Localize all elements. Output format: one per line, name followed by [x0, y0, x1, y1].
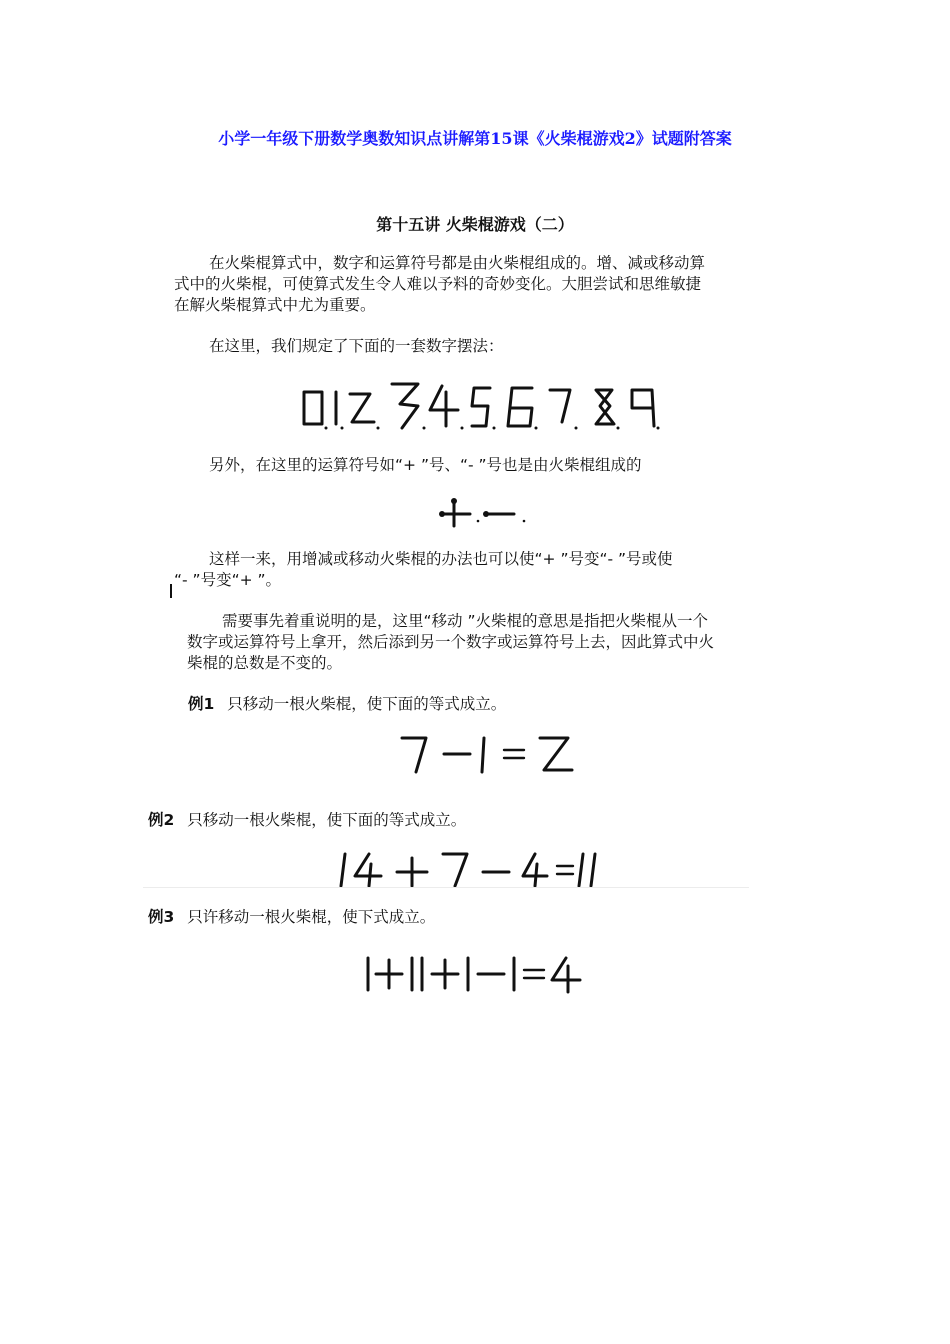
matchstick-operators-figure — [436, 494, 532, 528]
rule-intro: 在这里，我们规定了下面的一套数字摆法： — [209, 337, 504, 355]
intro-line-3: 在解火柴棍算式中尤为重要。 — [174, 296, 376, 314]
note-paragraph — [187, 611, 714, 674]
change-line-2: “- ”号变“+ ”。 — [174, 571, 282, 589]
example-2-prompt — [148, 808, 466, 830]
example-3-equation — [358, 950, 588, 998]
example-1-label: 例1 — [188, 695, 215, 713]
note-line-2: 数字或运算符号上拿开，然后添到另一个数字或运算符号上去，因此算式中火 — [187, 633, 715, 651]
note-line-3: 柴棍的总数是不变的。 — [187, 654, 343, 672]
comma-mark — [325, 427, 328, 430]
text-cursor — [170, 584, 172, 598]
comma-mark — [523, 520, 526, 523]
operators-intro: 另外，在这里的运算符号如“+ ”号、“- ”号也是由火柴棍组成的 — [209, 456, 642, 474]
digit-9 — [632, 390, 654, 426]
comma-mark — [657, 427, 660, 430]
lecture-title: 第十五讲 火柴棍游戏（二） — [376, 215, 574, 234]
example-3-label: 例3 — [148, 908, 175, 926]
digit-2 — [350, 394, 374, 422]
digit-3 — [392, 384, 418, 428]
minus-symbol — [483, 511, 514, 517]
intro-paragraph — [174, 253, 705, 316]
digit-0 — [304, 392, 322, 424]
digit-8 — [596, 390, 614, 424]
example-2-equation — [333, 846, 603, 892]
digit-4 — [430, 386, 458, 426]
example-3-text: 只许移动一根火柴棍，使下式成立。 — [187, 908, 436, 926]
digit-7 — [550, 390, 570, 422]
plus-symbol — [439, 498, 470, 526]
matchstick-digits-figure — [296, 378, 676, 438]
comma-mark — [341, 427, 344, 430]
example-2-text: 只移动一根火柴棍，使下面的等式成立。 — [187, 811, 467, 829]
digit-6 — [508, 388, 532, 426]
document-title: 小学一年级下册数学奥数知识点讲解第15课《火柴棍游戏2》试题附答案 — [218, 129, 732, 148]
comma-mark — [575, 427, 578, 430]
digit-5 — [472, 388, 490, 426]
intro-line-1: 在火柴棍算式中，数字和运算符号都是由火柴棍组成的。增、减或移动算 — [209, 254, 706, 272]
comma-mark — [423, 427, 426, 430]
intro-line-2: 式中的火柴棍，可使算式发生令人难以予料的奇妙变化。大胆尝试和思维敏捷 — [174, 275, 702, 293]
example-1-equation — [396, 730, 586, 780]
comma-mark — [477, 520, 480, 523]
example-1-prompt — [188, 692, 506, 714]
example-3-prompt — [148, 905, 435, 927]
example-1-text: 只移动一根火柴棍，使下面的等式成立。 — [227, 695, 507, 713]
comma-mark — [493, 427, 496, 430]
example-2-label: 例2 — [148, 811, 175, 829]
section-divider — [143, 887, 749, 888]
comma-mark — [535, 427, 538, 430]
change-paragraph — [174, 549, 673, 591]
comma-mark — [461, 427, 464, 430]
note-line-1: 需要事先着重说明的是，这里“移动 ”火柴棍的意思是指把火柴棍从一个 — [222, 612, 708, 630]
comma-mark — [617, 427, 620, 430]
change-line-1: 这样一来，用增减或移动火柴棍的办法也可以使“+ ”号变“- ”号或使 — [209, 550, 673, 568]
comma-mark — [377, 427, 380, 430]
